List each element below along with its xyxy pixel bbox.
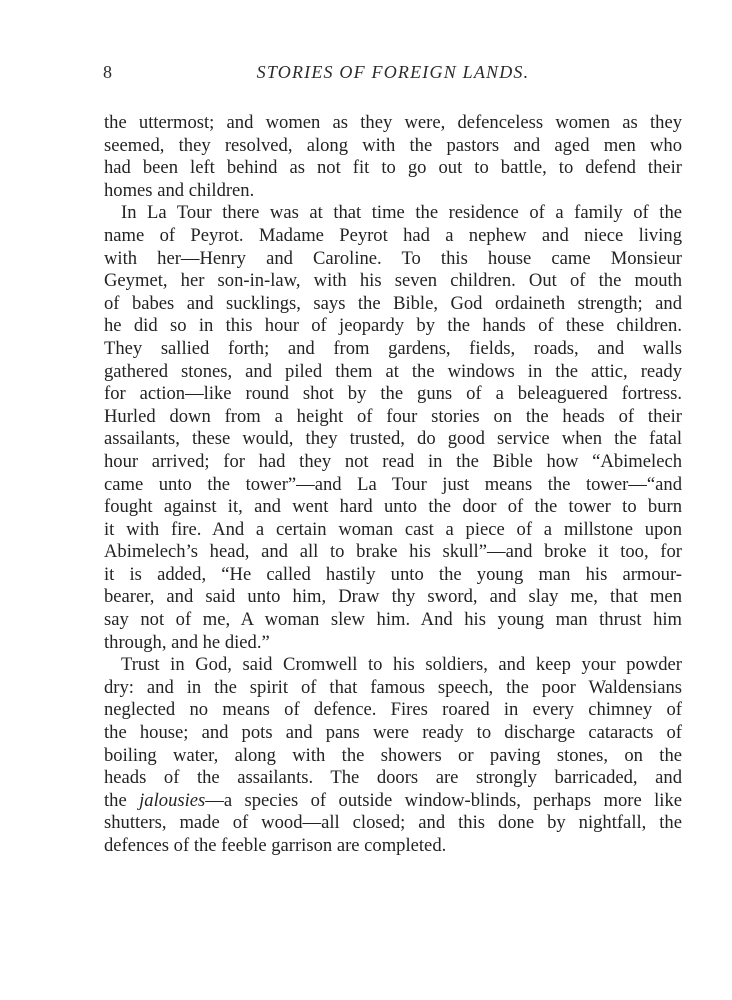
text-line: shutters, made of wood—all closed; and this done by nightfall, the — [104, 812, 682, 834]
text-line: Geymet, her son-in-law, with his seven children. Out of the mouth — [104, 270, 682, 292]
paragraph-start-line: In La Tour there was at that time the residence of a family of the — [121, 202, 682, 224]
paragraph-start-line: Trust in God, said Cromwell to his soldiers, and keep your powder — [121, 654, 682, 676]
text-line: bearer, and said unto him, Draw thy sword, and slay me, that men — [104, 586, 682, 608]
text-line: it with fire. And a certain woman cast a piece of a millstone upon — [104, 518, 682, 540]
text-line: hour arrived; for had they not read in the Bible how “Abimelech — [104, 450, 682, 472]
text-line: boiling water, along with the showers or paving stones, on the — [104, 744, 682, 766]
text-line: assailants, these would, they trusted, do good service when the fatal — [104, 428, 682, 450]
text-line: Hurled down from a height of four stories on the heads of their — [104, 405, 682, 427]
text-line: of babes and sucklings, says the Bible, God ordaineth strength; and — [104, 292, 682, 314]
text-line: had been left behind as not fit to go out to battle, to defend their — [104, 157, 682, 179]
text-line: the house; and pots and pans were ready to discharge cataracts of — [104, 722, 682, 744]
body-text — [104, 112, 682, 858]
text-line: dry: and in the spirit of that famous speech, the poor Waldensians — [104, 676, 682, 698]
text-line: with her—Henry and Caroline. To this house came Monsieur — [104, 247, 682, 269]
text-line: heads of the assailants. The doors are strongly barricaded, and — [104, 767, 682, 789]
text-line: for action—like round shot by the guns of a beleaguered fortress. — [104, 383, 682, 405]
text-line: he did so in this hour of jeopardy by the hands of these children. — [104, 315, 682, 337]
text-line: neglected no means of defence. Fires roared in every chimney of — [104, 699, 682, 721]
text-line: defences of the feeble garrison are completed. — [104, 835, 447, 856]
running-head — [103, 62, 683, 86]
text-line: the uttermost; and women as they were, defenceless women as they — [104, 112, 682, 133]
page-number: 8 — [103, 62, 112, 82]
text-line: gathered stones, and piled them at the windows in the attic, ready — [104, 360, 682, 382]
text-line: seemed, they resolved, along with the pastors and aged men who — [104, 134, 682, 156]
text-line: came unto the tower”—and La Tour just means the tower—“and — [104, 473, 682, 495]
text-line: it is added, “He called hastily unto the young man his armour- — [104, 563, 682, 585]
text-line: name of Peyrot. Madame Peyrot had a nephew and niece living — [104, 224, 682, 246]
text-line-with-italic — [104, 790, 682, 813]
text-line: homes and children. — [104, 179, 255, 201]
text-fragment: —a species of outside window-blinds, perhaps more like — [205, 789, 682, 811]
text-line: They sallied forth; and from gardens, fields, roads, and walls — [104, 337, 682, 359]
text-line: say not of me, A woman slew him. And his young man thrust him — [104, 609, 682, 631]
text-line: fought against it, and went hard unto the door of the tower to burn — [104, 496, 682, 518]
text-line: through, and he died.” — [104, 631, 270, 653]
italic-term-jalousies: jalousies — [139, 789, 206, 811]
text-line: Abimelech’s head, and all to brake his skull”—and broke it too, for — [104, 541, 682, 563]
running-title: STORIES OF FOREIGN LANDS. — [256, 62, 530, 82]
text-fragment: the — [104, 789, 140, 811]
